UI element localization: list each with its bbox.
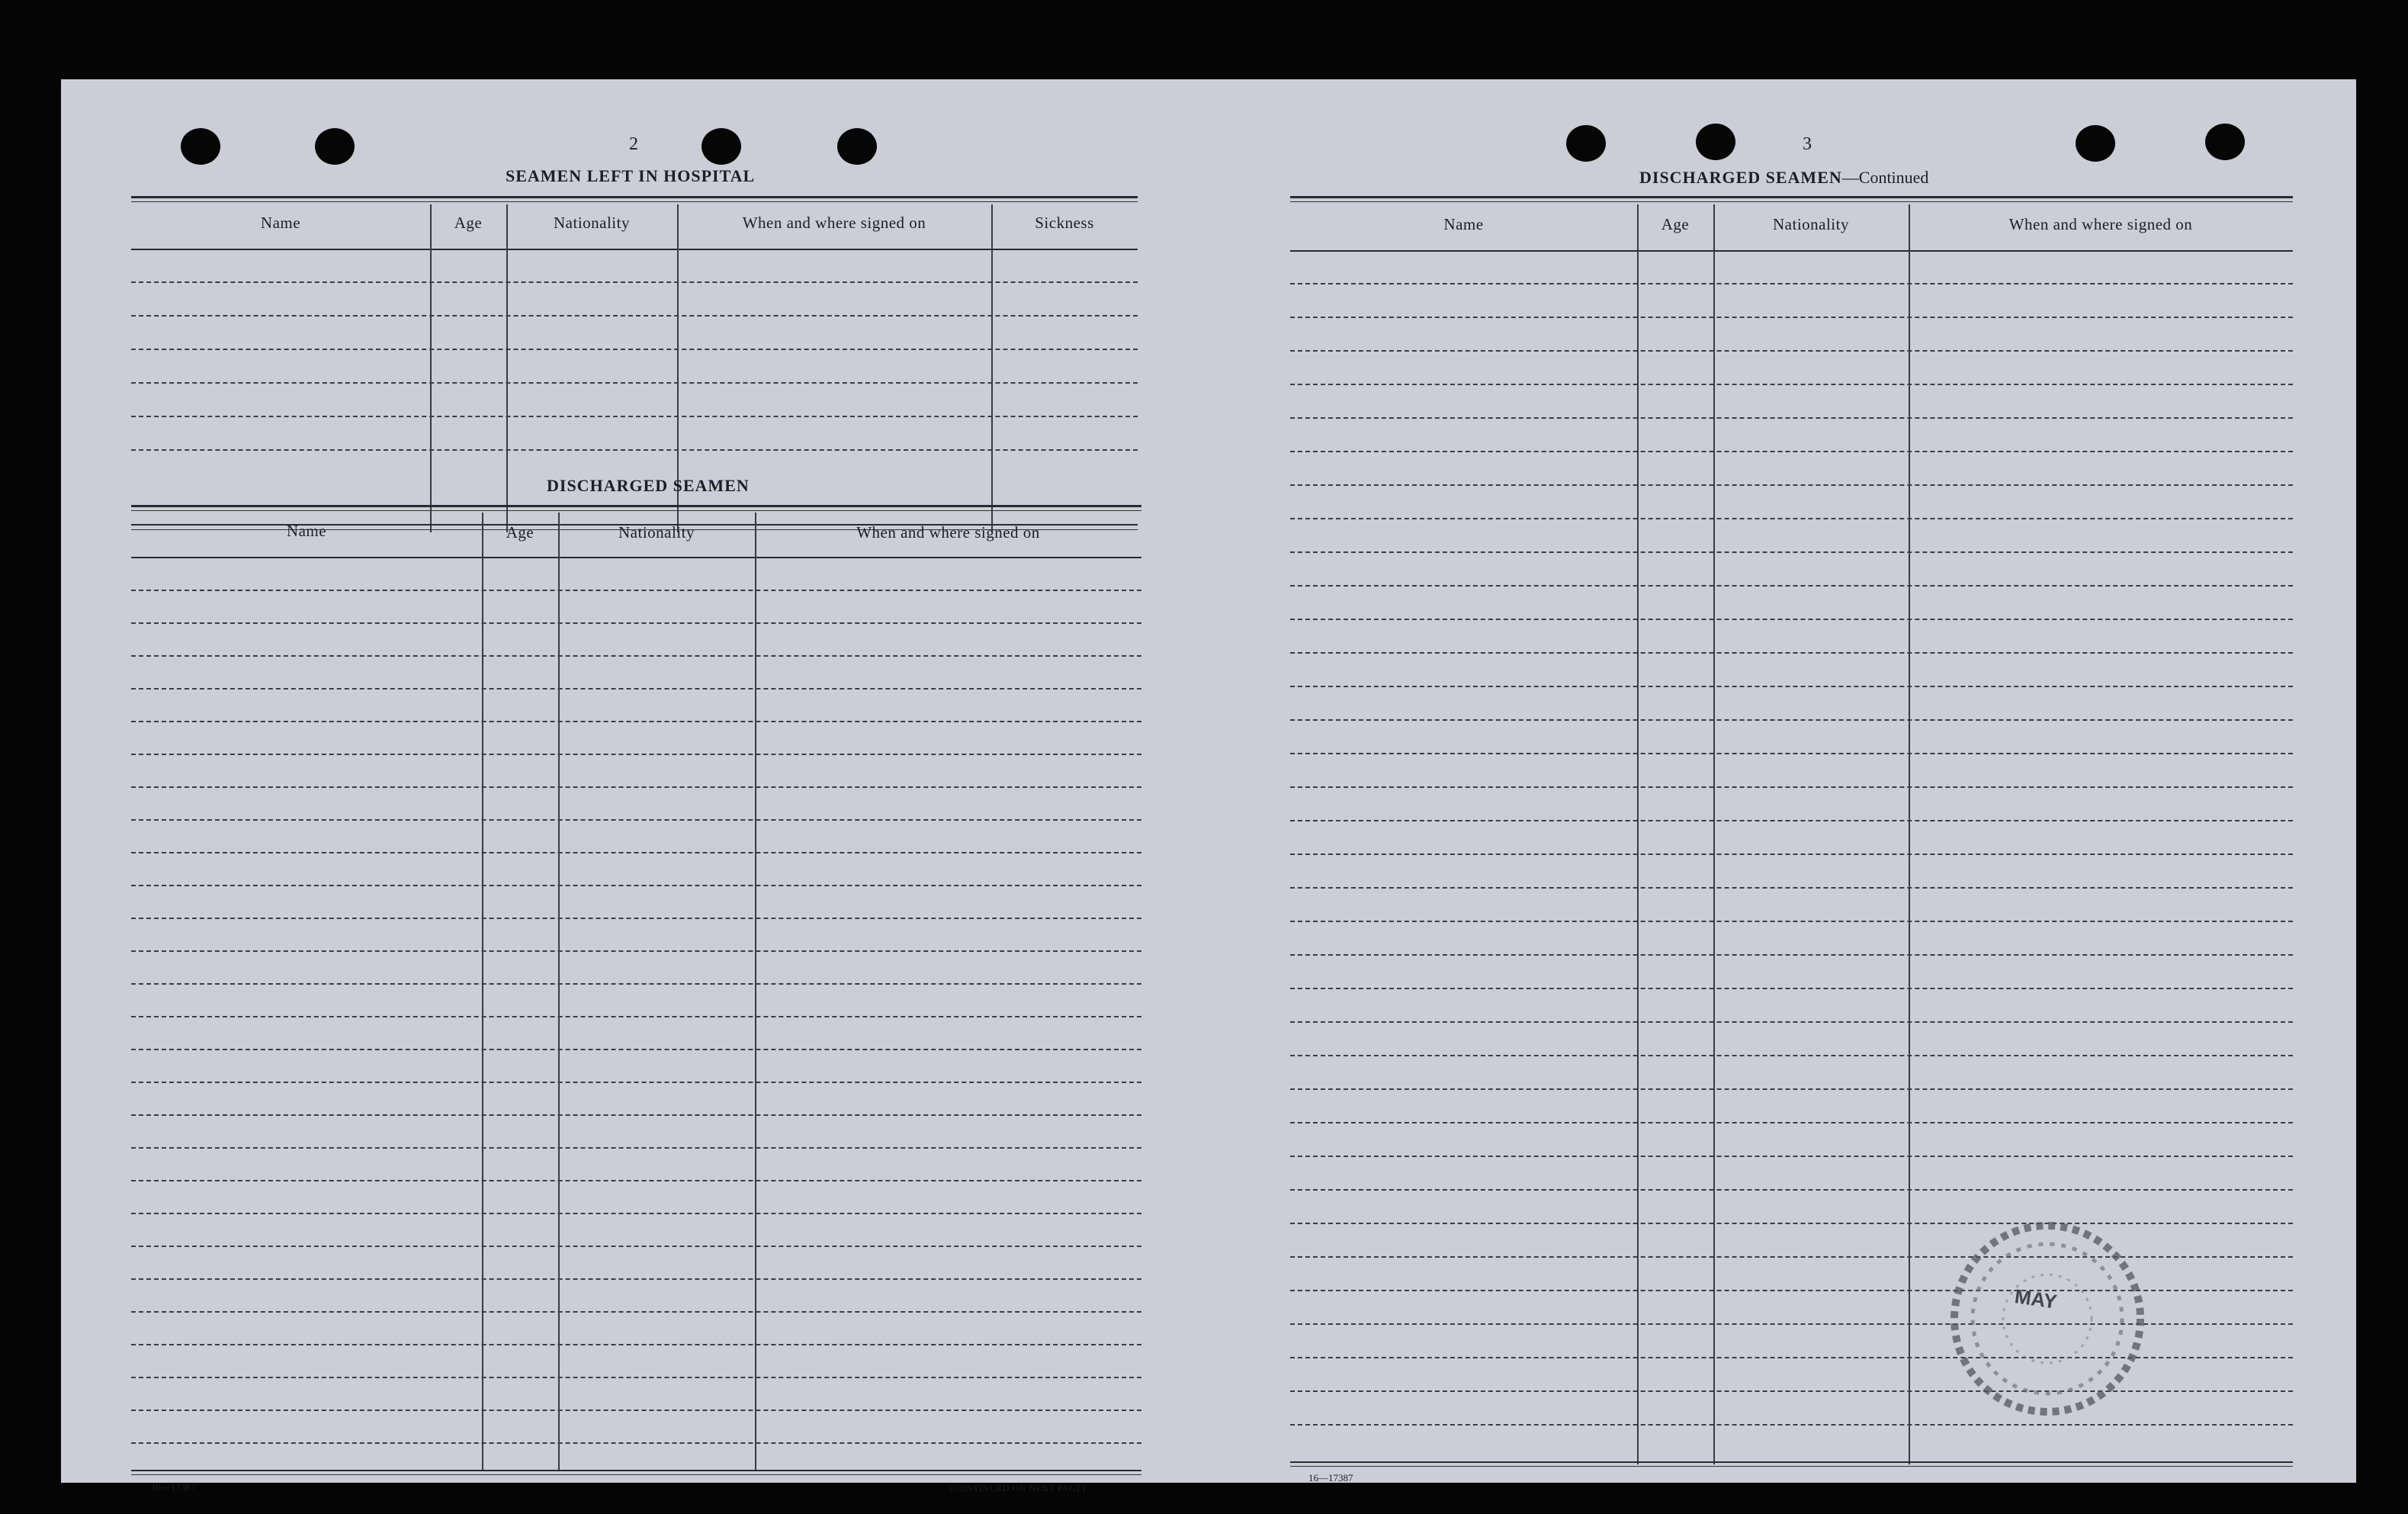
punch-hole (2076, 125, 2115, 162)
entry-row-line (131, 281, 1138, 283)
column-header-age: Age (506, 523, 535, 542)
entry-row-line (131, 349, 1138, 350)
entry-row-line (1290, 652, 2293, 654)
entry-row-line (131, 1344, 1141, 1345)
table-top-rule (131, 510, 1141, 511)
column-divider (1637, 204, 1639, 1464)
continued-note: [CONTINUED ON NEXT PAGE] (949, 1483, 1086, 1493)
entry-row-line (1290, 350, 2293, 352)
entry-row-line (131, 983, 1141, 985)
entry-row-line (131, 1114, 1141, 1116)
table-top-rule (131, 201, 1138, 202)
entry-row-line (1290, 417, 2293, 419)
column-divider (1713, 204, 1715, 1464)
entry-row-line (131, 1180, 1141, 1181)
punch-hole (837, 128, 877, 165)
entry-row-line (131, 1213, 1141, 1214)
entry-row-line (1290, 384, 2293, 385)
entry-row-line (131, 449, 1138, 451)
entry-row-line (131, 655, 1141, 657)
column-divider (506, 204, 508, 532)
table-header-rule (131, 249, 1138, 250)
entry-row-line (1290, 585, 2293, 587)
column-header-age: Age (1661, 215, 1690, 233)
entry-row-line (131, 852, 1141, 853)
table-bottom-rule (131, 1470, 1141, 1471)
column-header-nationality: Nationality (1773, 215, 1849, 233)
entry-row-line (1290, 1424, 2293, 1426)
circular-date-stamp (1944, 1216, 2150, 1422)
entry-row-line (1290, 518, 2293, 519)
entry-row-line (131, 754, 1141, 755)
entry-row-line (1290, 451, 2293, 452)
entry-row-line (1290, 820, 2293, 821)
entry-row-line (1290, 954, 2293, 956)
form-number: 16—17387 (151, 1481, 196, 1493)
column-header-name: Name (260, 214, 301, 232)
entry-row-line (1290, 551, 2293, 553)
entry-row-line (131, 622, 1141, 624)
entry-row-line (1290, 719, 2293, 721)
table-header-rule (1290, 250, 2293, 252)
column-divider (991, 204, 993, 532)
punch-hole (2205, 124, 2245, 160)
entry-row-line (1290, 921, 2293, 922)
entry-row-line (131, 590, 1141, 591)
entry-row-line (1290, 853, 2293, 855)
column-divider (430, 204, 432, 532)
table-bottom-rule (1290, 1461, 2293, 1463)
form-number: 16—17387 (1308, 1472, 1353, 1483)
entry-row-line (131, 416, 1138, 417)
entry-row-line (131, 1278, 1141, 1280)
stamp-text: MAY (2013, 1284, 2059, 1313)
entry-row-line (1290, 1156, 2293, 1157)
table-top-rule (131, 505, 1141, 507)
entry-row-line (131, 786, 1141, 788)
column-header-signed-on: When and where signed on (742, 214, 926, 232)
punch-hole (702, 128, 741, 165)
entry-row-line (131, 382, 1138, 384)
entry-row-line (131, 1311, 1141, 1313)
discharged-section-title: DISCHARGED SEAMEN (547, 476, 750, 495)
column-header-nationality: Nationality (618, 523, 695, 542)
entry-row-line (131, 1049, 1141, 1050)
entry-row-line (1290, 988, 2293, 989)
punch-hole (315, 128, 355, 165)
column-header-name: Name (1443, 215, 1484, 233)
entry-row-line (131, 819, 1141, 821)
table-top-rule (1290, 196, 2293, 198)
column-header-age: Age (454, 214, 483, 232)
entry-row-line (131, 885, 1141, 886)
column-divider (1909, 204, 1910, 1464)
hospital-section-title: SEAMEN LEFT IN HOSPITAL (506, 166, 756, 185)
page-number: 3 (1803, 134, 1812, 154)
entry-row-line (1290, 619, 2293, 620)
table-bottom-rule (1290, 1466, 2293, 1467)
page-number: 2 (629, 134, 638, 154)
entry-row-line (1290, 686, 2293, 687)
entry-row-line (1290, 1088, 2293, 1090)
entry-row-line (131, 315, 1138, 317)
table-top-rule (131, 196, 1138, 198)
entry-row-line (1290, 283, 2293, 284)
entry-row-line (131, 688, 1141, 689)
entry-row-line (1290, 1055, 2293, 1056)
entry-row-line (131, 1442, 1141, 1444)
title-continued: —Continued (1841, 168, 1929, 187)
discharged-continued-title (1639, 168, 1928, 188)
column-header-signed-on: When and where signed on (856, 523, 1040, 542)
scanned-document (61, 79, 2356, 1493)
title-main: DISCHARGED SEAMEN (1639, 168, 1842, 187)
entry-row-line (1290, 317, 2293, 318)
column-header-name: Name (286, 522, 327, 540)
entry-row-line (131, 1410, 1141, 1411)
entry-row-line (1290, 1122, 2293, 1123)
entry-row-line (1290, 1189, 2293, 1191)
column-header-signed-on: When and where signed on (2008, 215, 2193, 233)
entry-row-line (1290, 887, 2293, 889)
entry-row-line (131, 950, 1141, 952)
table-header-rule (131, 557, 1141, 558)
entry-row-line (1290, 753, 2293, 754)
table-top-rule (1290, 201, 2293, 202)
punch-hole (1566, 125, 1606, 162)
punch-hole (1696, 124, 1735, 160)
entry-row-line (1290, 786, 2293, 788)
entry-row-line (1290, 1021, 2293, 1023)
entry-row-line (131, 918, 1141, 919)
column-header-nationality: Nationality (554, 214, 630, 232)
column-header-sickness: Sickness (1035, 214, 1094, 232)
punch-hole (181, 128, 220, 165)
entry-row-line (131, 1147, 1141, 1149)
table-bottom-rule (131, 1474, 1141, 1475)
entry-row-line (1290, 484, 2293, 486)
entry-row-line (131, 1016, 1141, 1017)
entry-row-line (131, 1246, 1141, 1247)
entry-row-line (131, 1082, 1141, 1083)
entry-row-line (131, 1377, 1141, 1378)
entry-row-line (131, 721, 1141, 722)
